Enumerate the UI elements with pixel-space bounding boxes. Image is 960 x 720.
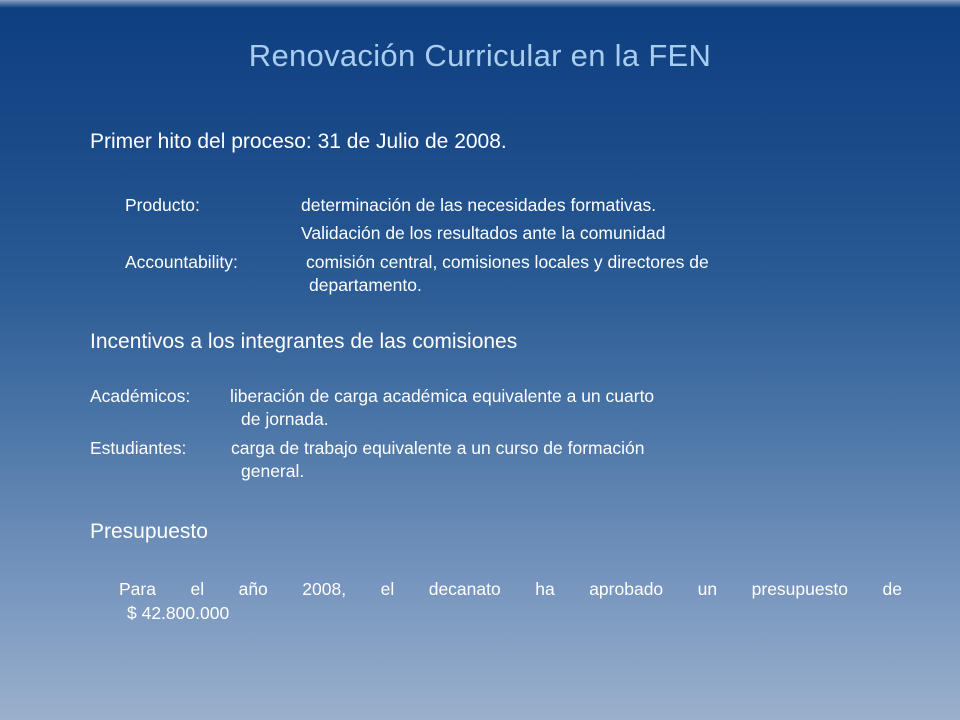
- budget-word: el: [190, 579, 205, 599]
- top-edge-highlight: [0, 0, 960, 8]
- budget-heading: Presupuesto: [90, 520, 208, 543]
- budget-word: ha: [535, 579, 555, 599]
- producto-line-2: Validación de los resultados ante la comunidad: [301, 223, 666, 243]
- budget-word: 2008,: [302, 579, 347, 599]
- budget-word: decanato: [428, 579, 501, 599]
- slide-title: Renovación Curricular en la FEN: [248, 38, 712, 73]
- budget-word: Para: [119, 579, 156, 599]
- academicos-line-1: liberación de carga académica equivalente a un cuarto: [230, 386, 655, 406]
- accountability-line-1: comisión central, comisiones locales y directores de: [306, 252, 709, 272]
- budget-word: de: [882, 579, 902, 599]
- milestone-heading: Primer hito del proceso: 31 de Julio de 2008.: [90, 130, 507, 153]
- budget-amount: $ 42.800.000: [127, 603, 230, 623]
- producto-line-1: determinación de las necesidades formativas.: [301, 195, 657, 215]
- budget-word: un: [697, 579, 718, 599]
- producto-label: Producto:: [125, 195, 200, 215]
- budget-word: año: [238, 579, 268, 599]
- budget-word: presupuesto: [751, 579, 848, 599]
- estudiantes-line-2: general.: [241, 461, 305, 481]
- accountability-label: Accountability:: [125, 252, 238, 272]
- budget-sentence: [119, 579, 902, 600]
- budget-word: el: [380, 579, 395, 599]
- incentives-heading: Incentivos a los integrantes de las comisiones: [90, 330, 518, 353]
- estudiantes-line-1: carga de trabajo equivalente a un curso de formación: [231, 438, 645, 458]
- accountability-line-2: departamento.: [309, 275, 422, 295]
- academicos-label: Académicos:: [90, 386, 191, 406]
- estudiantes-label: Estudiantes:: [90, 438, 187, 458]
- academicos-line-2: de jornada.: [241, 409, 329, 429]
- budget-word: aprobado: [589, 579, 664, 599]
